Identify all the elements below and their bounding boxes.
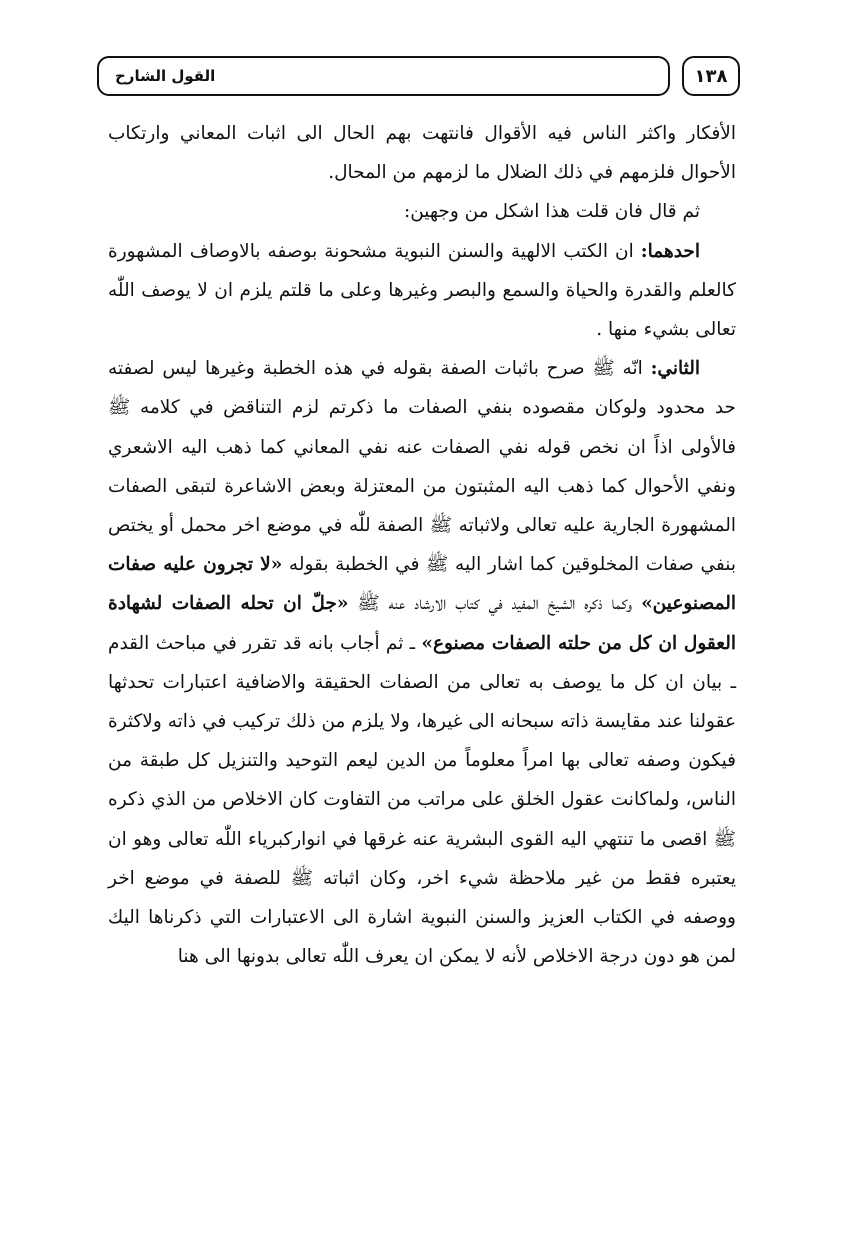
running-title: القول الشارح bbox=[115, 67, 216, 85]
paragraph-4-label: الثاني: bbox=[650, 358, 700, 380]
page-header bbox=[97, 56, 740, 104]
text-body bbox=[108, 114, 736, 976]
paragraph-3-label: احدهما: bbox=[640, 240, 700, 262]
paragraph-4-text-c: ـ ثم أجاب بانه قد تقرر في مباحث القدم ـ بيان ان كل ما يوصف به تعالى من الصفات الحقيقة والاضافية اعتبارات تحدثها عقولنا عند مقايسة ذاته سبحانه الى غيرها، ولا يلزم من ذلك تركيب في ذاته ولاكثرة فيكون وصفه تعالى بها امراً معلوماً من الدين ليعم التوحيد والتنزيل كل طبقة من الناس، ولماكانت عقول الخلق على مراتب من التفاوت كان الاخلاص من الذي ذكره ﷺ اقصى ما تنتهي اليه القوى البشرية عنه غرقها في انواركبرياء اللّٰه تعالى وهو ان يعتبره فقط من غير ملاحظة شيء اخر، وكان اثباته ﷺ للصفة في موضع اخر ووصفه في الكتاب العزيز والسنن النبوية اشارة الى الاعتبارات التي ذكرناها اليك لمن هو دون درجة الاخلاص لأنه لا يمكن ان يعرف اللّٰه تعالى بدونها الى هنا bbox=[108, 632, 736, 968]
paragraph-4-text-b: وكما ذكره الشيخ المفيد في كتاب الارشاد عنه ﷺ bbox=[348, 593, 642, 615]
paragraph-1: الأفكار واكثر الناس فيه الأقوال فانتهت بهم الحال الى اثبات المعاني وارتكاب الأحوال فلزمهم في ذلك الضلال ما لزمهم من المحال. bbox=[108, 123, 736, 184]
quote-1: «لا تجرون عليه صفات المصنوعين» bbox=[108, 554, 737, 615]
page-number: ١٣٨ bbox=[682, 56, 740, 96]
paragraph-4-text-a: انّه ﷺ صرح باثبات الصفة بقوله في هذه الخطبة وغيرها ليس لصفته حد محدود ولوكان مقصوده بنفي الصفات ما ذكرتم لزم التناقض في كلامه ﷺ فالأولى اذاً ان نخص قوله نفي الصفات عنه نفي المعاني كما ذهب اليه الاشعري ونفي الأحوال كما ذهب اليه المثبتون من المعتزلة وبعض الاشاعرة لتبقى الصفات المشهورة الجارية عليه تعالى ولاثباته ﷺ الصفة للّٰه في موضع اخر محمل أو يختص بنفي صفات المخلوقين كما اشار اليه ﷺ في الخطبة بقوله bbox=[108, 358, 737, 576]
paragraph-2: ثم قال فان قلت هذا اشكل من وجهين: bbox=[403, 201, 700, 223]
running-title-frame bbox=[97, 56, 670, 96]
quote-2: «جلّ ان تحله الصفات لشهادة العقول ان كل من حلته الصفات مصنوع» bbox=[108, 593, 736, 654]
paragraph-4 bbox=[108, 349, 736, 976]
paragraph-3-text: ان الكتب الالهية والسنن النبوية مشحونة بوصفه بالاوصاف المشهورة كالعلم والقدرة والحياة والسمع والبصر وغيرها وعلى ما قلتم يلزم ان لا يوصف اللّٰه تعالى بشيء منها . bbox=[108, 240, 736, 341]
paragraph-3 bbox=[108, 232, 736, 350]
